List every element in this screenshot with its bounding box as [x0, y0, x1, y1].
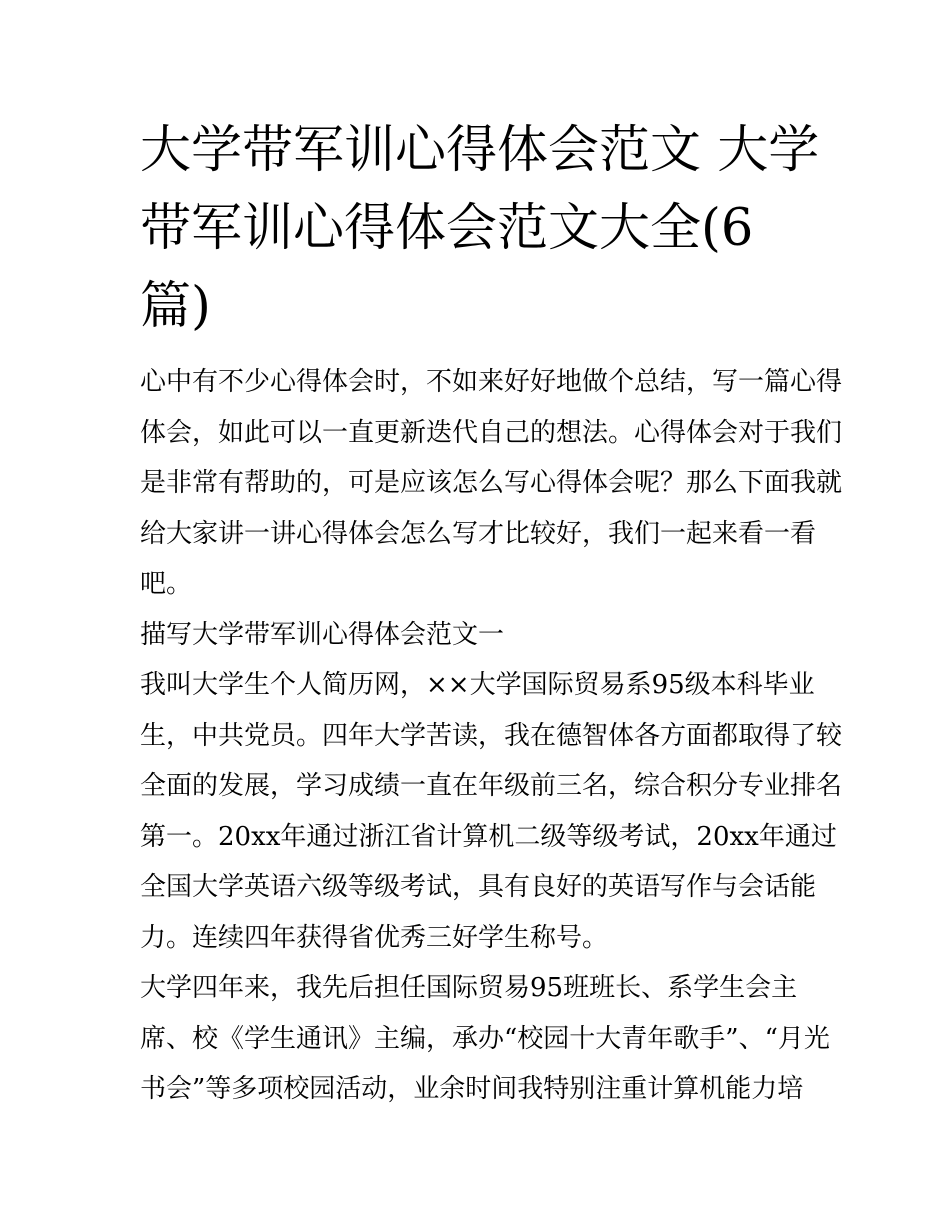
intro-line: 给大家讲一讲心得体会怎么写才比较好，我们一起来看一看 [140, 518, 817, 549]
intro-line: 是非常有帮助的，可是应该怎么写心得体会呢？那么下面我就 [140, 468, 843, 498]
document-body [140, 357, 843, 1115]
section-heading: 描写大学带军训心得体会范文一 [140, 619, 505, 650]
intro-line: 体会，如此可以一直更新迭代自己的想法。心得体会对于我们 [140, 417, 843, 448]
title-line: 大学带军训心得体会范文 大学 [140, 121, 820, 180]
title-line: 带军训心得体会范文大全(6 [140, 199, 754, 258]
paragraph-line: 大学四年来，我先后担任国际贸易95班班长、系学生会主 [140, 973, 798, 1003]
paragraph-line: 全国大学英语六级等级考试，具有良好的英语写作与会话能 [140, 872, 817, 902]
document-title [140, 112, 820, 346]
paragraph-line: 席、校《学生通讯》主编，承办“校园十大青年歌手”、“月光 [140, 1023, 830, 1054]
intro-line: 吧。 [140, 569, 193, 599]
intro-line: 心中有不少心得体会时，不如来好好地做个总结，写一篇心得 [140, 367, 843, 397]
paragraph-line: 第一。20xx年通过浙江省计算机二级等级考试，20xx年通过 [140, 821, 837, 852]
title-line: 篇) [140, 277, 211, 336]
paragraph-line: 力。连续四年获得省优秀三好学生称号。 [140, 922, 609, 953]
paragraph-line: 书会”等多项校园活动，业余时间我特别注重计算机能力培 [140, 1074, 804, 1104]
paragraph-line: 全面的发展，学习成绩一直在年级前三名，综合积分专业排名 [140, 771, 843, 801]
paragraph-line: 生，中共党员。四年大学苦读，我在德智体各方面都取得了较 [140, 720, 843, 751]
paragraph-line: 我叫大学生个人简历网，××大学国际贸易系95级本科毕业 [140, 670, 815, 700]
